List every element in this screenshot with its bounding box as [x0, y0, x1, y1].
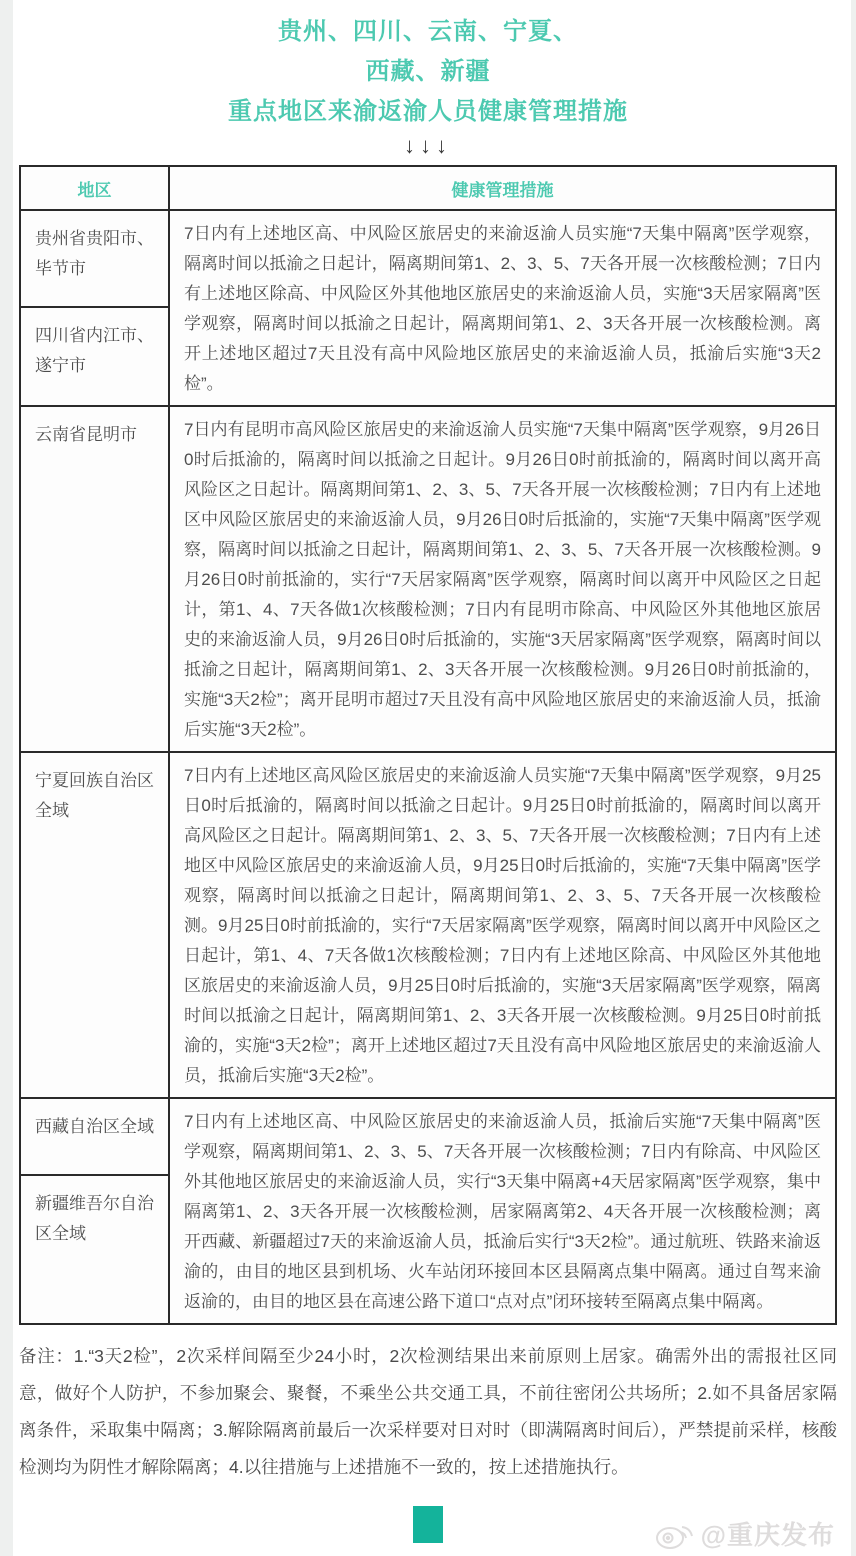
notes-text: 备注：1.“3天2检”，2次采样间隔至少24小时，2次检测结果出来前原则上居家。确需外出的需报社区同意，做好个人防护，不参加聚会、聚餐，不乘坐公共交通工具，不前往密闭公共场所；2.如不具备居家隔离条件，采取集中隔离；3.解除隔离前最后一次采样要对日对时（即满隔离时间后），严禁提前采样，核酸检测均为阴性才解除隔离；4.以往措施与上述措施不一致的，按上述措施执行。	[19, 1346, 837, 1477]
health-measures-table	[19, 165, 837, 1325]
region-cell-guizhou: 贵州省贵阳市、毕节市	[20, 210, 169, 307]
region-cell-yunnan: 云南省昆明市	[20, 406, 169, 752]
region-cell-xinjiang: 新疆维吾尔自治区全域	[20, 1175, 169, 1324]
table-row	[20, 210, 836, 307]
table-row	[20, 1098, 836, 1175]
measures-cell-tibet-xinjiang: 7日内有上述地区高、中风险区旅居史的来渝返渝人员，抵渝后实施“7天集中隔离”医学观察，隔离期间第1、2、3、5、7天各开展一次核酸检测；7日内有除高、中风险区外其他地区旅居史的来渝返渝人员，实行“3天集中隔离+4天居家隔离”医学观察，集中隔离第1、2、3天各开展一次核酸检测，居家隔离第2、4天各开展一次核酸检测；离开西藏、新疆超过7天的来渝返渝人员，抵渝后实行“3天2检”。通过航班、铁路来渝返渝的，由目的地区县到机场、火车站闭环接回本区县隔离点集中隔离。通过自驾来渝返渝的，由目的地区县在高速公路下道口“点对点”闭环接转至隔离点集中隔离。	[169, 1098, 836, 1324]
column-header-region: 地区	[20, 166, 169, 210]
table-row	[20, 406, 836, 752]
watermark	[655, 1515, 835, 1552]
table-row	[20, 752, 836, 1098]
teal-square-marker	[413, 1506, 443, 1543]
title-line-2: 西藏、新疆	[365, 58, 491, 85]
title-line-3: 重点地区来渝返渝人员健康管理措施	[228, 98, 628, 125]
table-header-row	[20, 166, 836, 210]
measures-cell-guizhou-sichuan: 7日内有上述地区高、中风险区旅居史的来渝返渝人员实施“7天集中隔离”医学观察，隔离时间以抵渝之日起计，隔离期间第1、2、3、5、7天各开展一次核酸检测；7日内有上述地区除高、中风险区外其他地区旅居史的来渝返渝人员，实施“3天居家隔离”医学观察，隔离时间以抵渝之日起计，隔离期间第1、2、3天各开展一次核酸检测。离开上述地区超过7天且没有高中风险地区旅居史的来渝返渝人员，抵渝后实施“3天2检”。	[169, 210, 836, 406]
down-arrows-icon: ↓↓↓	[404, 133, 452, 158]
watermark-handle: @重庆发布	[700, 1520, 835, 1550]
region-cell-ningxia: 宁夏回族自治区全域	[20, 752, 169, 1098]
region-cell-tibet: 西藏自治区全域	[20, 1098, 169, 1175]
column-header-measures: 健康管理措施	[169, 166, 836, 210]
weibo-logo-icon	[655, 1517, 697, 1551]
title-line-1: 贵州、四川、云南、宁夏、	[278, 18, 578, 45]
region-cell-sichuan: 四川省内江市、遂宁市	[20, 307, 169, 406]
measures-cell-ningxia: 7日内有上述地区高风险区旅居史的来渝返渝人员实施“7天集中隔离”医学观察，9月25日0时后抵渝的，隔离时间以抵渝之日起计。9月25日0时前抵渝的，隔离时间以离开高风险区之日起计。隔离期间第1、2、3、5、7天各开展一次核酸检测；7日内有上述地区中风险区旅居史的来渝返渝人员，9月25日0时后抵渝的，实施“7天集中隔离”医学观察，隔离时间以抵渝之日起计，隔离期间第1、2、3、5、7天各开展一次核酸检测。9月25日0时前抵渝的，实行“7天居家隔离”医学观察，隔离时间以离开中风险区之日起计，第1、4、7天各做1次核酸检测；7日内有上述地区除高、中风险区外其他地区旅居史的来渝返渝人员，9月25日0时后抵渝的，实施“3天居家隔离”医学观察，隔离时间以抵渝之日起计，隔离期间第1、2、3天各开展一次核酸检测。9月25日0时前抵渝的，实施“3天2检”；离开上述地区超过7天且没有高中风险地区旅居史的来渝返渝人员，抵渝后实施“3天2检”。	[169, 752, 836, 1098]
footer	[19, 1494, 837, 1556]
measures-cell-yunnan: 7日内有昆明市高风险区旅居史的来渝返渝人员实施“7天集中隔离”医学观察，9月26日0时后抵渝的，隔离时间以抵渝之日起计。9月26日0时前抵渝的，隔离时间以离开高风险区之日起计。隔离期间第1、2、3、5、7天各开展一次核酸检测；7日内有上述地区中风险区旅居史的来渝返渝人员，9月26日0时后抵渝的，实施“7天集中隔离”医学观察，隔离时间以抵渝之日起计，隔离期间第1、2、3、5、7天各开展一次核酸检测。9月26日0时前抵渝的，实行“7天居家隔离”医学观察，隔离时间以离开中风险区之日起计，第1、4、7天各做1次核酸检测；7日内有昆明市除高、中风险区外其他地区旅居史的来渝返渝人员，9月26日0时后抵渝的，实施“3天居家隔离”医学观察，隔离时间以抵渝之日起计，隔离期间第1、2、3天各开展一次核酸检测。9月26日0时前抵渝的，实施“3天2检”；离开昆明市超过7天且没有高中风险地区旅居史的来渝返渝人员，抵渝后实施“3天2检”。	[169, 406, 836, 752]
page-title	[19, 8, 837, 132]
